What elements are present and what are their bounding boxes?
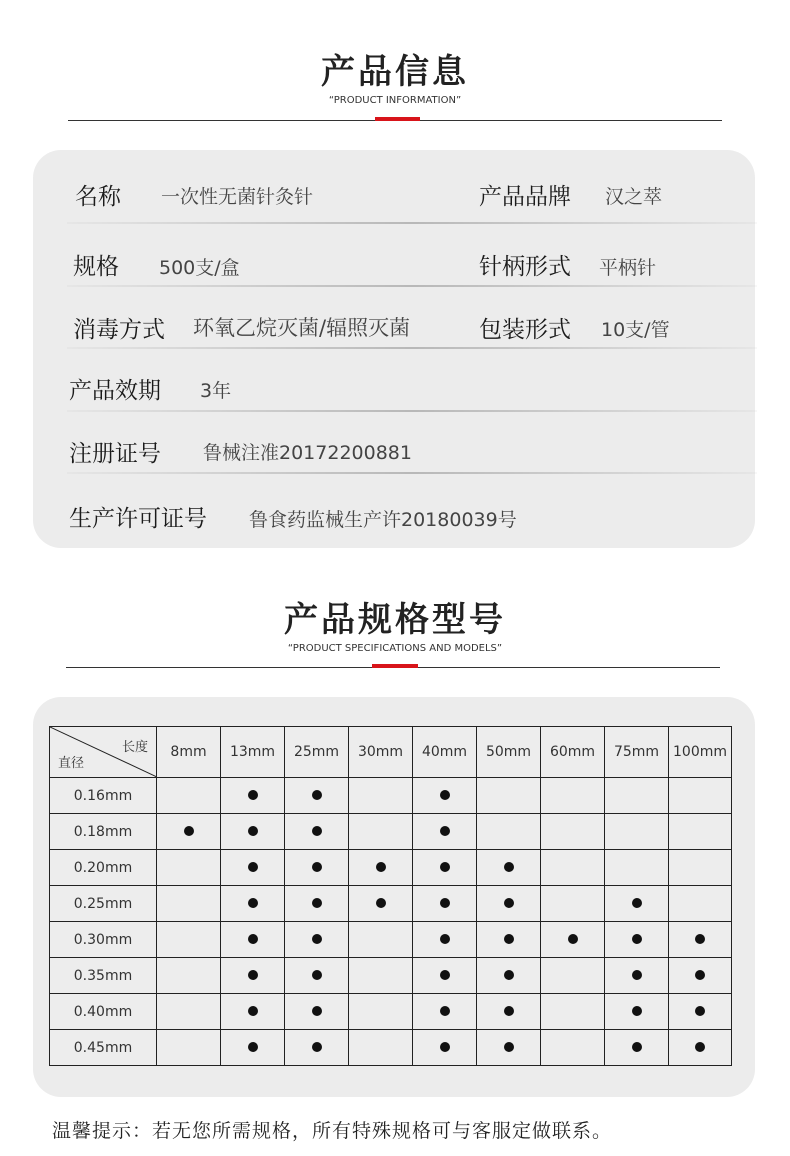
available-dot-icon xyxy=(504,898,514,908)
spec-table-header-row xyxy=(50,727,732,778)
spec-section-title: 产品规格型号 xyxy=(284,600,506,640)
available-dot-icon xyxy=(632,898,642,908)
length-header: 13mm xyxy=(221,727,285,778)
availability-cell xyxy=(669,958,732,994)
availability-cell xyxy=(157,922,221,958)
table-row xyxy=(50,922,732,958)
spec-table-corner xyxy=(50,727,157,778)
brand-label: 产品品牌 xyxy=(479,184,571,210)
availability-cell xyxy=(413,1030,477,1066)
diameter-cell: 0.16mm xyxy=(50,778,157,814)
availability-cell xyxy=(541,778,605,814)
availability-cell xyxy=(285,778,349,814)
availability-cell xyxy=(477,814,541,850)
available-dot-icon xyxy=(312,862,322,872)
availability-cell xyxy=(605,1030,669,1066)
availability-cell xyxy=(413,886,477,922)
availability-cell xyxy=(413,958,477,994)
length-header: 50mm xyxy=(477,727,541,778)
availability-cell xyxy=(221,922,285,958)
available-dot-icon xyxy=(632,1042,642,1052)
availability-cell xyxy=(349,994,413,1030)
spec-accent-bar xyxy=(372,664,418,668)
availability-cell xyxy=(605,922,669,958)
available-dot-icon xyxy=(504,862,514,872)
availability-cell xyxy=(157,778,221,814)
available-dot-icon xyxy=(184,826,194,836)
available-dot-icon xyxy=(504,1006,514,1016)
available-dot-icon xyxy=(440,790,450,800)
available-dot-icon xyxy=(248,1006,258,1016)
availability-cell xyxy=(541,922,605,958)
availability-cell xyxy=(541,886,605,922)
license-value: 鲁食药监械生产许20180039号 xyxy=(249,509,517,531)
availability-cell xyxy=(605,850,669,886)
pack-label: 包装形式 xyxy=(479,317,571,343)
spec-section-subtitle: “PRODUCT SPECIFICATIONS AND MODELS” xyxy=(287,643,503,654)
available-dot-icon xyxy=(248,934,258,944)
available-dot-icon xyxy=(312,1042,322,1052)
availability-cell xyxy=(669,850,732,886)
available-dot-icon xyxy=(248,826,258,836)
info-section-subtitle: “PRODUCT INFORMATION” xyxy=(328,95,462,106)
row-separator xyxy=(67,410,757,412)
corner-diameter-label: 直径 xyxy=(58,756,85,771)
availability-cell xyxy=(157,886,221,922)
available-dot-icon xyxy=(440,898,450,908)
available-dot-icon xyxy=(695,970,705,980)
availability-cell xyxy=(349,850,413,886)
pack-value: 10支/管 xyxy=(601,319,670,341)
registration-label: 注册证号 xyxy=(69,441,161,467)
available-dot-icon xyxy=(632,1006,642,1016)
available-dot-icon xyxy=(632,970,642,980)
availability-cell xyxy=(669,994,732,1030)
row-separator xyxy=(67,285,757,287)
availability-cell xyxy=(349,886,413,922)
sterilize-value: 环氧乙烷灭菌/辐照灭菌 xyxy=(193,316,411,340)
brand-value: 汉之萃 xyxy=(605,186,663,208)
availability-cell xyxy=(477,958,541,994)
availability-cell xyxy=(285,814,349,850)
diameter-cell: 0.30mm xyxy=(50,922,157,958)
tip-text: 温馨提示：若无您所需规格，所有特殊规格可与客服定做联系。 xyxy=(52,1120,613,1142)
available-dot-icon xyxy=(695,934,705,944)
row-separator xyxy=(67,222,757,224)
availability-cell xyxy=(221,958,285,994)
availability-cell xyxy=(413,778,477,814)
length-header: 30mm xyxy=(349,727,413,778)
availability-cell xyxy=(157,850,221,886)
available-dot-icon xyxy=(440,862,450,872)
availability-cell xyxy=(157,958,221,994)
availability-cell xyxy=(285,1030,349,1066)
availability-cell xyxy=(669,1030,732,1066)
availability-cell xyxy=(285,922,349,958)
table-row xyxy=(50,778,732,814)
available-dot-icon xyxy=(376,862,386,872)
validity-value: 3年 xyxy=(200,380,232,402)
table-row xyxy=(50,850,732,886)
table-row xyxy=(50,814,732,850)
availability-cell xyxy=(221,994,285,1030)
available-dot-icon xyxy=(440,1042,450,1052)
length-header: 25mm xyxy=(285,727,349,778)
availability-cell xyxy=(413,994,477,1030)
availability-cell xyxy=(221,850,285,886)
handle-label: 针柄形式 xyxy=(479,254,571,280)
spec-label: 规格 xyxy=(73,254,119,280)
diameter-cell: 0.25mm xyxy=(50,886,157,922)
available-dot-icon xyxy=(504,934,514,944)
row-separator xyxy=(67,472,757,474)
availability-cell xyxy=(157,814,221,850)
spec-table-body xyxy=(50,778,732,1066)
availability-cell xyxy=(541,850,605,886)
available-dot-icon xyxy=(312,826,322,836)
availability-cell xyxy=(285,958,349,994)
availability-cell xyxy=(285,886,349,922)
validity-label: 产品效期 xyxy=(69,378,161,404)
available-dot-icon xyxy=(504,970,514,980)
availability-cell xyxy=(477,922,541,958)
availability-cell xyxy=(413,814,477,850)
handle-value: 平柄针 xyxy=(599,257,657,279)
available-dot-icon xyxy=(312,970,322,980)
available-dot-icon xyxy=(312,1006,322,1016)
available-dot-icon xyxy=(440,934,450,944)
diameter-cell: 0.40mm xyxy=(50,994,157,1030)
availability-cell xyxy=(221,814,285,850)
availability-cell xyxy=(669,922,732,958)
license-label: 生产许可证号 xyxy=(69,506,207,532)
name-label: 名称 xyxy=(75,184,121,210)
available-dot-icon xyxy=(248,862,258,872)
availability-cell xyxy=(477,850,541,886)
availability-cell xyxy=(477,778,541,814)
availability-cell xyxy=(669,814,732,850)
spec-value: 500支/盒 xyxy=(159,257,240,279)
available-dot-icon xyxy=(695,1042,705,1052)
product-info-card xyxy=(33,150,755,548)
info-section-header xyxy=(0,44,790,106)
availability-cell xyxy=(349,778,413,814)
availability-cell xyxy=(349,958,413,994)
availability-cell xyxy=(285,994,349,1030)
available-dot-icon xyxy=(248,970,258,980)
availability-cell xyxy=(413,922,477,958)
availability-cell xyxy=(541,994,605,1030)
availability-cell xyxy=(349,922,413,958)
availability-cell xyxy=(221,1030,285,1066)
available-dot-icon xyxy=(248,790,258,800)
spec-section-header xyxy=(0,592,790,654)
availability-cell xyxy=(221,886,285,922)
sterilize-label: 消毒方式 xyxy=(73,317,165,343)
available-dot-icon xyxy=(504,1042,514,1052)
length-header: 60mm xyxy=(541,727,605,778)
availability-cell xyxy=(477,1030,541,1066)
availability-cell xyxy=(605,778,669,814)
available-dot-icon xyxy=(312,934,322,944)
name-value: 一次性无菌针灸针 xyxy=(161,186,314,208)
availability-cell xyxy=(605,958,669,994)
length-header: 40mm xyxy=(413,727,477,778)
availability-cell xyxy=(349,1030,413,1066)
availability-cell xyxy=(349,814,413,850)
row-separator xyxy=(67,347,757,349)
diameter-cell: 0.20mm xyxy=(50,850,157,886)
availability-cell xyxy=(221,778,285,814)
length-header: 75mm xyxy=(605,727,669,778)
availability-cell xyxy=(605,814,669,850)
diameter-cell: 0.18mm xyxy=(50,814,157,850)
length-header: 100mm xyxy=(669,727,732,778)
availability-cell xyxy=(541,1030,605,1066)
availability-cell xyxy=(157,1030,221,1066)
available-dot-icon xyxy=(248,1042,258,1052)
available-dot-icon xyxy=(632,934,642,944)
available-dot-icon xyxy=(440,970,450,980)
info-section-title: 产品信息 xyxy=(321,52,469,92)
availability-cell xyxy=(477,994,541,1030)
length-header: 8mm xyxy=(157,727,221,778)
availability-cell xyxy=(285,850,349,886)
table-row xyxy=(50,994,732,1030)
availability-cell xyxy=(541,814,605,850)
availability-cell xyxy=(669,778,732,814)
available-dot-icon xyxy=(568,934,578,944)
available-dot-icon xyxy=(440,1006,450,1016)
availability-cell xyxy=(605,886,669,922)
table-row xyxy=(50,886,732,922)
available-dot-icon xyxy=(695,1006,705,1016)
available-dot-icon xyxy=(312,790,322,800)
availability-cell xyxy=(541,958,605,994)
diameter-cell: 0.45mm xyxy=(50,1030,157,1066)
spec-table xyxy=(49,726,732,1066)
availability-cell xyxy=(605,994,669,1030)
available-dot-icon xyxy=(248,898,258,908)
diameter-cell: 0.35mm xyxy=(50,958,157,994)
registration-value: 鲁械注准20172200881 xyxy=(203,442,412,464)
table-row xyxy=(50,1030,732,1066)
corner-length-label: 长度 xyxy=(121,740,148,755)
available-dot-icon xyxy=(312,898,322,908)
info-accent-bar xyxy=(375,117,420,121)
available-dot-icon xyxy=(440,826,450,836)
table-row xyxy=(50,958,732,994)
availability-cell xyxy=(477,886,541,922)
availability-cell xyxy=(413,850,477,886)
availability-cell xyxy=(157,994,221,1030)
available-dot-icon xyxy=(376,898,386,908)
availability-cell xyxy=(669,886,732,922)
